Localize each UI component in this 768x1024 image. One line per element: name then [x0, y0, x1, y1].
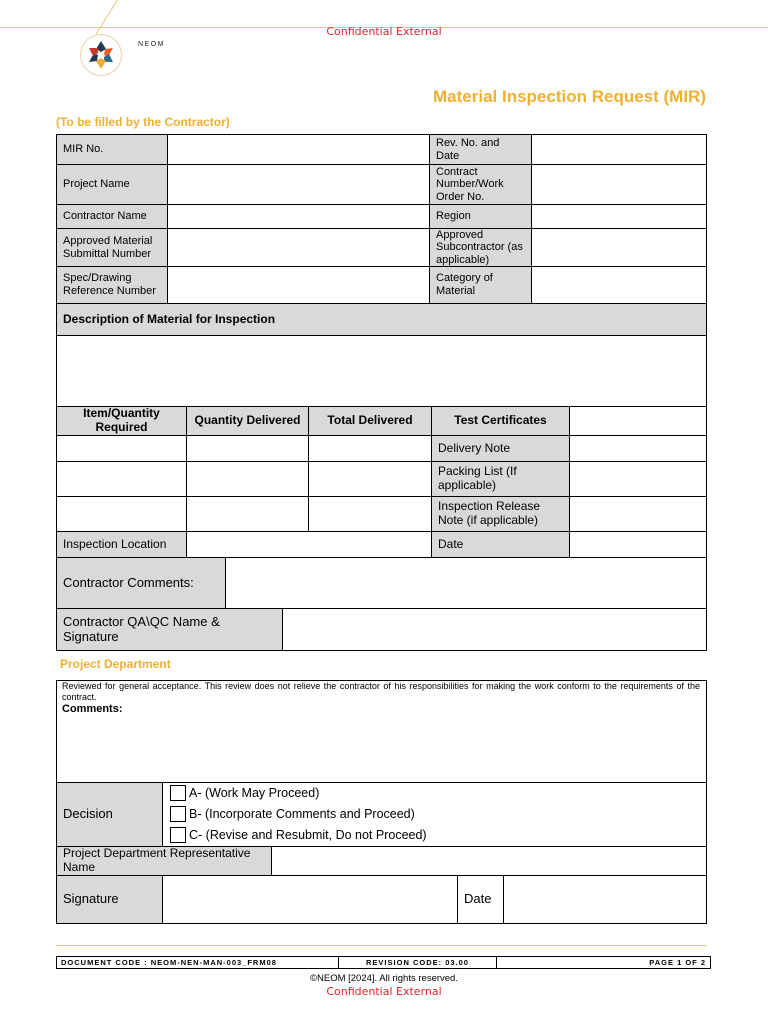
rev-no-label: Rev. No. and Date [429, 134, 532, 165]
approved-material-field[interactable] [167, 228, 430, 267]
inspection-release-note-label: Inspection Release Note (if applicable) [431, 496, 570, 532]
confidential-label-top: Confidential External [326, 25, 442, 38]
region-field[interactable] [531, 204, 707, 229]
project-name-label: Project Name [56, 164, 168, 205]
contractor-qaqc-field[interactable] [282, 608, 707, 651]
project-department-label: Project Department [60, 657, 171, 671]
contractor-section-label: (To be filled by the Contractor) [56, 115, 230, 129]
mir-no-label: MIR No. [56, 134, 168, 165]
quantity-delivered-header: Quantity Delivered [186, 406, 309, 436]
document-code: DOCUMENT CODE : NEOM-NEN-MAN-003_FRM08 [56, 956, 339, 969]
decision-option-c[interactable] [170, 827, 427, 843]
delivery-note-field[interactable] [569, 435, 707, 462]
packing-list-field[interactable] [569, 461, 707, 497]
neom-logo-icon [80, 34, 122, 76]
inspection-date-label: Date [431, 531, 570, 558]
revision-code: REVISION CODE: 03.00 [338, 956, 497, 969]
rev-no-field[interactable] [531, 134, 707, 165]
description-field[interactable] [56, 335, 707, 407]
document-title: Material Inspection Request (MIR) [433, 87, 706, 106]
total-delivered-cell-3[interactable] [308, 496, 432, 532]
decision-option-b-label: B- (Incorporate Comments and Proceed) [189, 807, 415, 821]
logo-wordmark: NEOM [138, 41, 165, 48]
decision-label: Decision [56, 782, 163, 847]
item-quantity-header: Item/Quantity Required [56, 406, 187, 436]
contract-number-label: Contract Number/Work Order No. [429, 164, 532, 205]
total-delivered-header: Total Delivered [308, 406, 432, 436]
representative-name-label: Project Department Representative Name [56, 846, 272, 876]
quantity-delivered-cell-2[interactable] [186, 461, 309, 497]
total-delivered-cell-2[interactable] [308, 461, 432, 497]
test-certificates-header: Test Certificates [431, 406, 570, 436]
contractor-comments-field[interactable] [225, 557, 707, 609]
item-quantity-cell-2[interactable] [56, 461, 187, 497]
review-note: Reviewed for general acceptance. This review does not relieve the contractor of his responsibilities for making the work conform to the requirements of the contract. [62, 681, 700, 702]
quantity-delivered-cell-3[interactable] [186, 496, 309, 532]
approved-subcontractor-label: Approved Subcontractor (as applicable) [429, 228, 532, 267]
mir-no-field[interactable] [167, 134, 430, 165]
inspection-date-field[interactable] [569, 531, 707, 558]
decision-option-c-label: C- (Revise and Resubmit, Do not Proceed) [189, 828, 427, 842]
region-label: Region [429, 204, 532, 229]
total-delivered-cell-1[interactable] [308, 435, 432, 462]
inspection-release-note-field[interactable] [569, 496, 707, 532]
contract-number-field[interactable] [531, 164, 707, 205]
decision-option-a-label: A- (Work May Proceed) [189, 786, 320, 800]
item-quantity-cell-3[interactable] [56, 496, 187, 532]
checkbox-b[interactable] [170, 806, 186, 822]
category-field[interactable] [531, 266, 707, 304]
approved-material-label: Approved Material Submittal Number [56, 228, 168, 267]
checkbox-c[interactable] [170, 827, 186, 843]
quantity-delivered-cell-1[interactable] [186, 435, 309, 462]
contractor-name-field[interactable] [167, 204, 430, 229]
footer-rule [56, 945, 707, 946]
contractor-name-label: Contractor Name [56, 204, 168, 229]
description-header: Description of Material for Inspection [56, 303, 707, 336]
decision-option-a[interactable] [170, 785, 319, 801]
decision-option-b[interactable] [170, 806, 415, 822]
copyright: ©NEOM [2024]. All rights reserved. [310, 973, 458, 984]
checkbox-a[interactable] [170, 785, 186, 801]
confidential-label-bottom: Confidential External [326, 985, 442, 998]
signature-date-label: Date [457, 875, 504, 924]
delivery-note-label: Delivery Note [431, 435, 570, 462]
spec-drawing-field[interactable] [167, 266, 430, 304]
signature-label: Signature [56, 875, 163, 924]
packing-list-label: Packing List (If applicable) [431, 461, 570, 497]
test-certificates-field[interactable] [569, 406, 707, 436]
contractor-qaqc-label: Contractor QA\QC Name & Signature [56, 608, 283, 651]
project-name-field[interactable] [167, 164, 430, 205]
contractor-comments-label: Contractor Comments: [56, 557, 226, 609]
representative-name-field[interactable] [271, 846, 707, 876]
item-quantity-cell-1[interactable] [56, 435, 187, 462]
signature-date-field[interactable] [503, 875, 707, 924]
page-number: PAGE 1 OF 2 [496, 956, 711, 969]
category-label: Category of Material [429, 266, 532, 304]
spec-drawing-label: Spec/Drawing Reference Number [56, 266, 168, 304]
signature-field[interactable] [162, 875, 458, 924]
approved-subcontractor-field[interactable] [531, 228, 707, 267]
inspection-location-label: Inspection Location [56, 531, 187, 558]
comments-label: Comments: [62, 703, 123, 715]
inspection-location-field[interactable] [186, 531, 432, 558]
